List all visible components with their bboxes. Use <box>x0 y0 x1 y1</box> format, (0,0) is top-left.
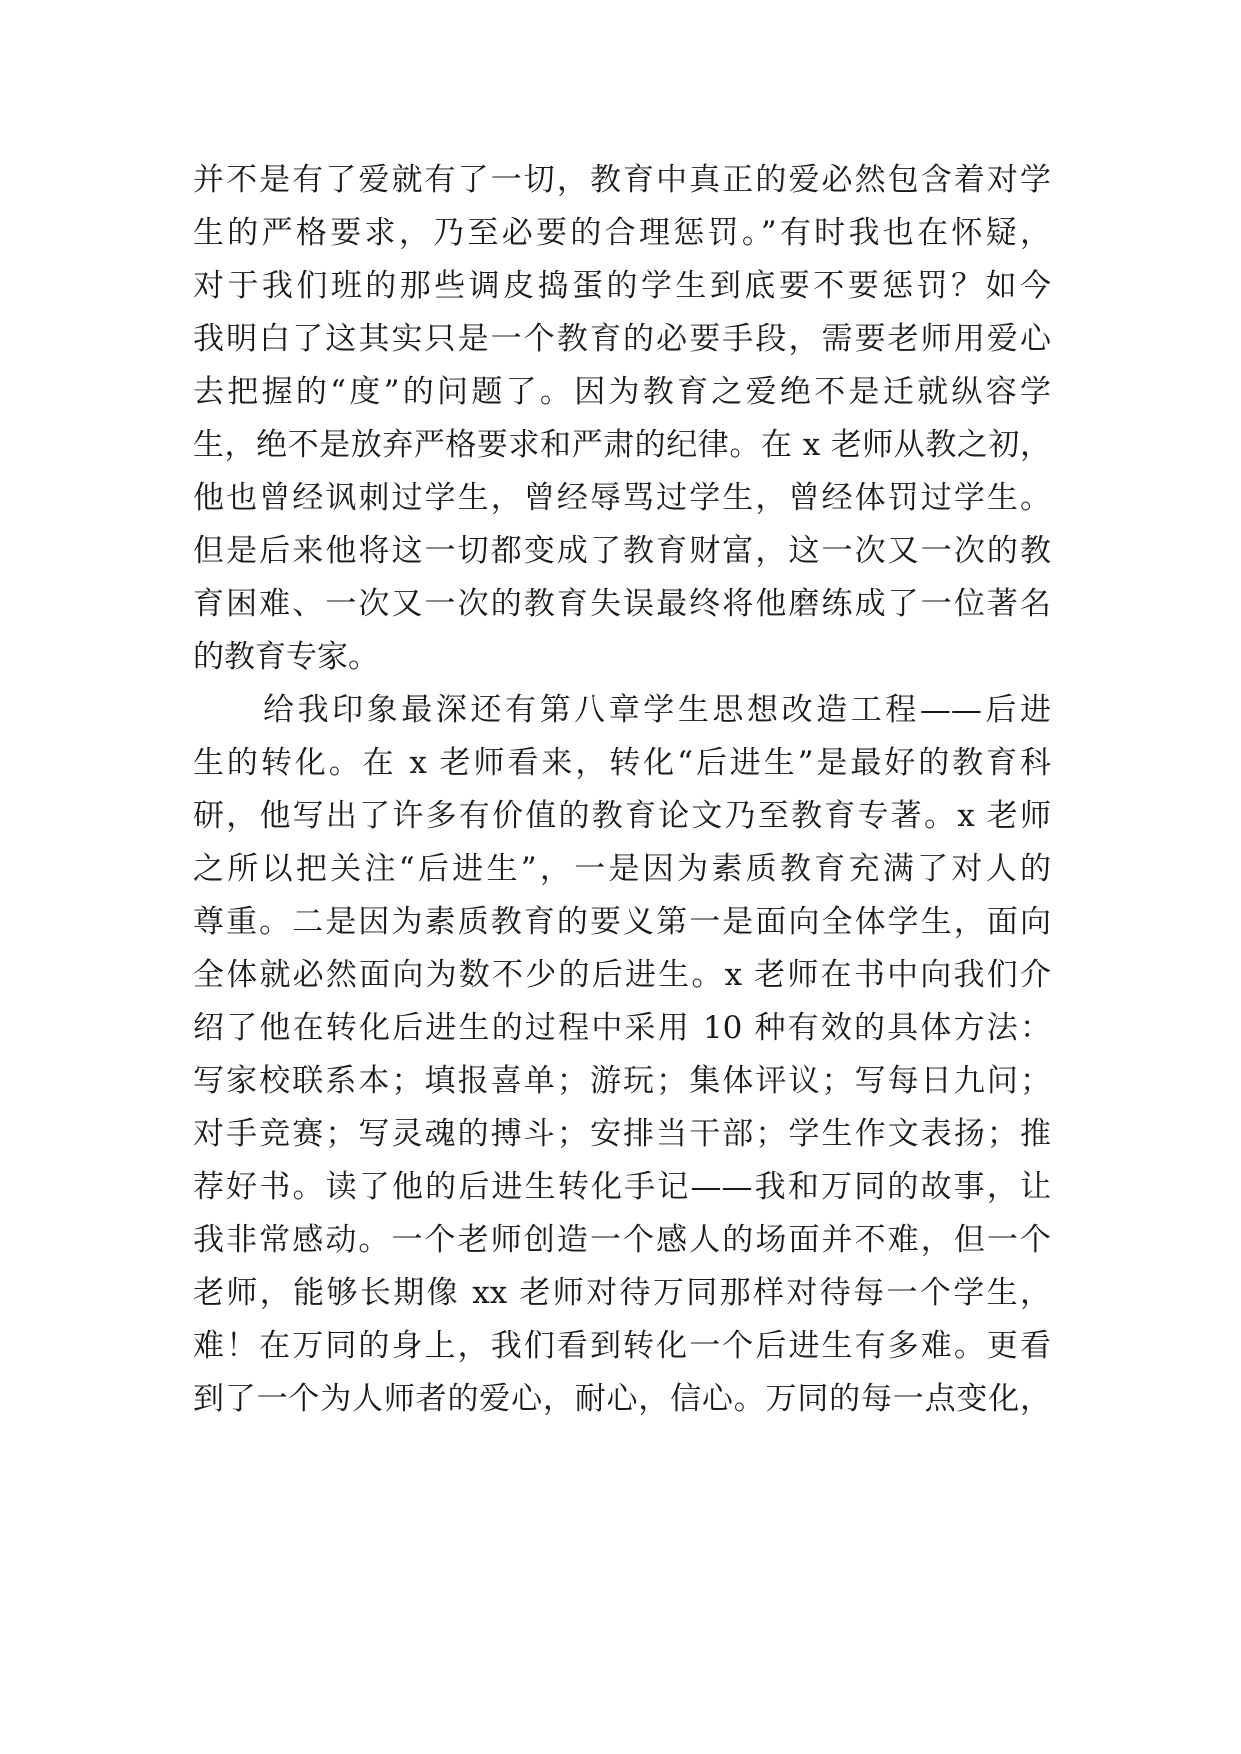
text-line: 之所以把关注“后进生”，一是因为素质教育充满了对人的 <box>193 851 1051 887</box>
text-line: 对于我们班的那些调皮捣蛋的学生到底要不要惩罚？如今 <box>193 268 1051 304</box>
text-line: 老师，能够长期像 xx 老师对待万同那样对待每一个学生， <box>193 1275 1051 1311</box>
text-line: 尊重。二是因为素质教育的要义第一是面向全体学生，面向 <box>193 904 1051 940</box>
text-line: 并不是有了爱就有了一切，教育中真正的爱必然包含着对学 <box>193 162 1051 198</box>
text-line: 荐好书。读了他的后进生转化手记——我和万同的故事，让 <box>193 1169 1051 1205</box>
text-line: 绍了他在转化后进生的过程中采用 10 种有效的具体方法： <box>193 1010 1051 1046</box>
text-line: 去把握的“度”的问题了。因为教育之爱绝不是迁就纵容学 <box>193 374 1051 410</box>
text-line: 育困难、一次又一次的教育失误最终将他磨练成了一位著名 <box>193 586 1051 622</box>
text-line: 全体就必然面向为数不少的后进生。x 老师在书中向我们介 <box>193 957 1051 993</box>
text-line: 难！在万同的身上，我们看到转化一个后进生有多难。更看 <box>193 1328 1051 1364</box>
paragraph-first-line: 给我印象最深还有第八章学生思想改造工程——后进 <box>263 692 1051 728</box>
text-line: 他也曾经讽刺过学生，曾经辱骂过学生，曾经体罚过学生。 <box>193 480 1051 516</box>
text-line: 生的转化。在 x 老师看来，转化“后进生”是最好的教育科 <box>193 745 1051 781</box>
text-line: 我非常感动。一个老师创造一个感人的场面并不难，但一个 <box>193 1222 1051 1258</box>
text-line: 但是后来他将这一切都变成了教育财富，这一次又一次的教 <box>193 533 1051 569</box>
text-line: 写家校联系本；填报喜单；游玩；集体评议；写每日九问； <box>193 1063 1051 1099</box>
text-line: 的教育专家。 <box>193 639 379 675</box>
text-line: 我明白了这其实只是一个教育的必要手段，需要老师用爱心 <box>193 321 1051 357</box>
text-line: 到了一个为人师者的爱心，耐心，信心。万同的每一点变化， <box>193 1381 1051 1417</box>
text-line: 研，他写出了许多有价值的教育论文乃至教育专著。x 老师 <box>193 798 1051 834</box>
text-line: 对手竞赛；写灵魂的搏斗；安排当干部；学生作文表扬；推 <box>193 1116 1051 1152</box>
text-line: 生，绝不是放弃严格要求和严肃的纪律。在 x 老师从教之初， <box>193 427 1051 463</box>
text-line: 生的严格要求，乃至必要的合理惩罚。”有时我也在怀疑， <box>193 215 1051 251</box>
